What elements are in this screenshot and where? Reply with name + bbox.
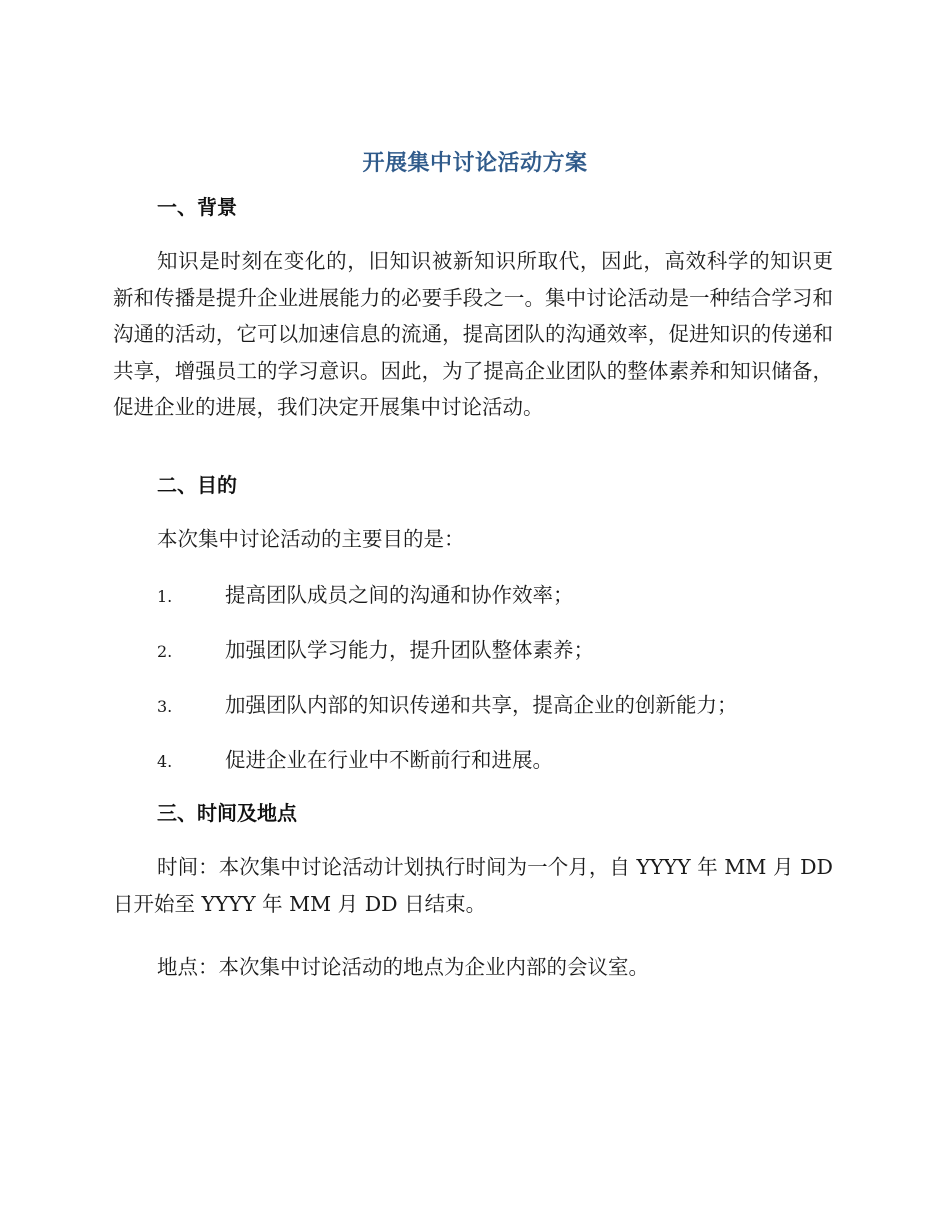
background-paragraph: 知识是时刻在变化的，旧知识被新知识所取代，因此，高效科学的知识更新和传播是提升企业进展能力的必要手段之一。集中讨论活动是一种结合学习和沟通的活动，它可以加速信息的流通，提高团队的沟通效率，促进知识的传递和共享，增强员工的学习意识。因此，为了提高企业团队的整体素养和知识储备，促进企业的进展，我们决定开展集中讨论活动。 xyxy=(113,249,833,419)
list-item xyxy=(157,580,837,612)
list-item-number: 1. xyxy=(157,587,173,606)
list-item xyxy=(157,635,837,667)
section-heading-purpose: 二、目的 xyxy=(157,473,237,497)
document-title: 开展集中讨论活动方案 xyxy=(362,151,588,176)
purpose-intro: 本次集中讨论活动的主要目的是： xyxy=(157,527,465,551)
list-item-text: 提高团队成员之间的沟通和协作效率； xyxy=(225,583,574,607)
list-item-number: 3. xyxy=(157,697,173,716)
list-item-text: 加强团队学习能力，提升团队整体素养； xyxy=(225,638,594,662)
list-item-number: 4. xyxy=(157,752,173,771)
section-heading-time-place: 三、时间及地点 xyxy=(157,801,297,825)
list-item xyxy=(157,745,837,777)
list-item-text: 促进企业在行业中不断前行和进展。 xyxy=(225,748,553,772)
list-item xyxy=(157,690,837,722)
time-paragraph: 时间：本次集中讨论活动计划执行时间为一个月，自 YYYY 年 MM 月 DD 日开始至 YYYY 年 MM 月 DD 日结束。 xyxy=(113,855,833,916)
list-item-text: 加强团队内部的知识传递和共享，提高企业的创新能力； xyxy=(225,693,738,717)
place-paragraph: 地点：本次集中讨论活动的地点为企业内部的会议室。 xyxy=(157,955,649,979)
section-heading-background: 一、背景 xyxy=(157,195,237,219)
list-item-number: 2. xyxy=(157,642,173,661)
